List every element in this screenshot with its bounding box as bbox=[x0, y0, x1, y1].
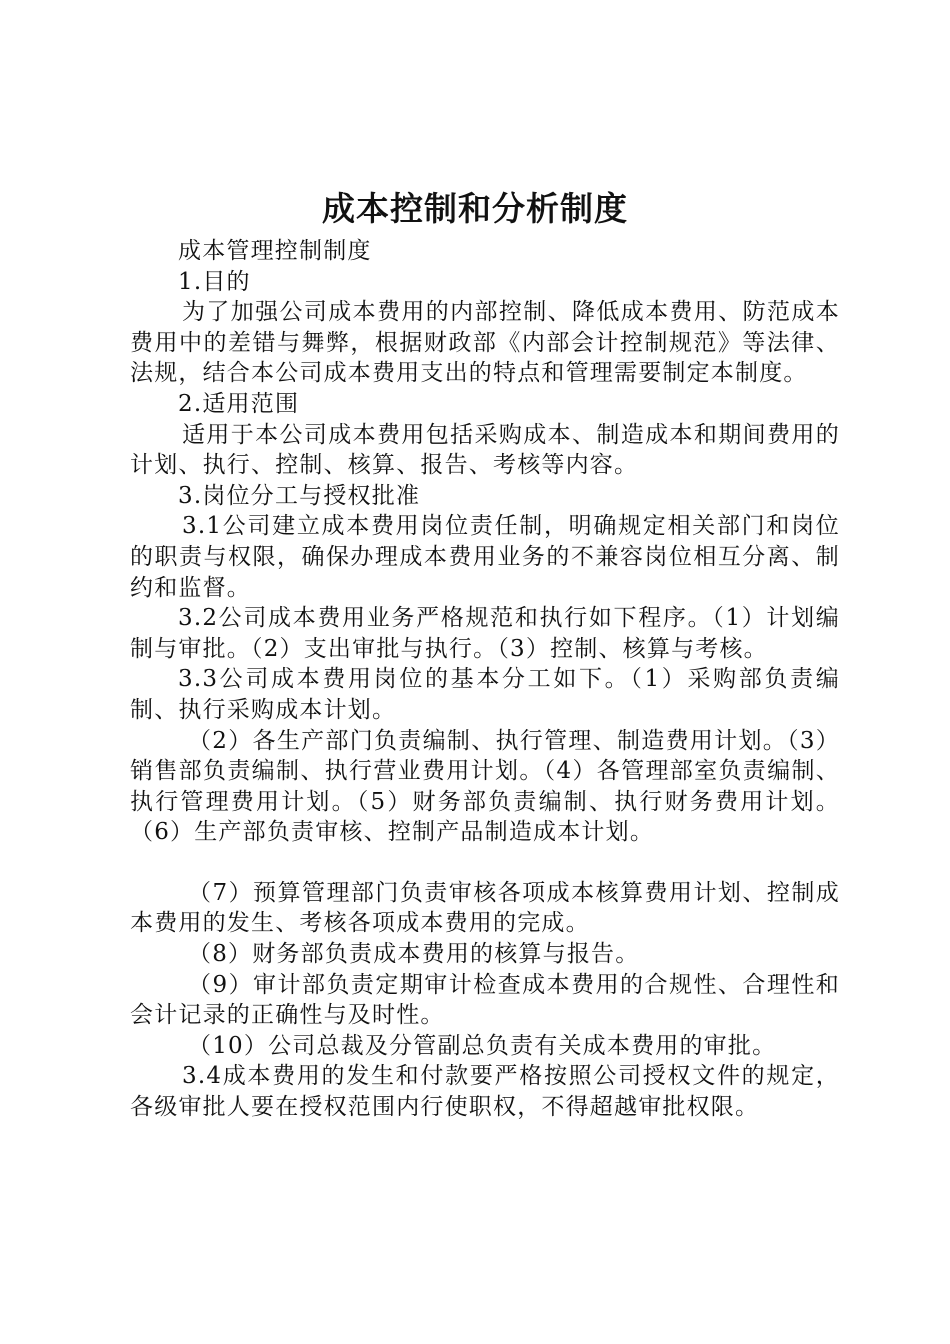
paragraph-3-1: 3.1公司建立成本费用岗位责任制，明确规定相关部门和岗位的职责与权限，确保办理成本费用业务的不兼容岗位相互分离、制约和监督。 bbox=[130, 513, 840, 601]
paragraph-3-3: 3.3公司成本费用岗位的基本分工如下。（1）采购部负责编制、执行采购成本计划。 bbox=[130, 666, 840, 723]
paragraph-subtitle: 成本管理控制制度 bbox=[178, 238, 372, 264]
paragraph-duties-2-6: （2）各生产部门负责编制、执行管理、制造费用计划。（3）销售部负责编制、执行营业费用计划。（4）各管理部室负责编制、执行管理费用计划。（5）财务部负责编制、执行财务费用计划。（6）生产部负责审核、控制产品制造成本计划。 bbox=[130, 727, 840, 846]
paragraph-duty-10: （10）公司总裁及分管副总负责有关成本费用的审批。 bbox=[188, 1032, 777, 1059]
section-heading-roles: 3.岗位分工与授权批准 bbox=[178, 482, 421, 509]
blank-line bbox=[130, 848, 840, 878]
paragraph-duty-9: （9）审计部负责定期审计检查成本费用的合规性、合理性和会计记录的正确性与及时性。 bbox=[130, 971, 840, 1029]
document-body bbox=[130, 236, 840, 1123]
paragraph-duty-7: （7）预算管理部门负责审核各项成本核算费用计划、控制成本费用的发生、考核各项成本费用的完成。 bbox=[130, 879, 840, 937]
paragraph-scope: 适用于本公司成本费用包括采购成本、制造成本和期间费用的计划、执行、控制、核算、报告、考核等内容。 bbox=[130, 421, 840, 479]
document-title: 成本控制和分析制度 bbox=[322, 189, 628, 228]
section-heading-purpose: 1.目的 bbox=[178, 268, 251, 295]
paragraph-purpose: 为了加强公司成本费用的内部控制、降低成本费用、防范成本费用中的差错与舞弊，根据财政部《内部会计控制规范》等法律、法规，结合本公司成本费用支出的特点和管理需要制定本制度。 bbox=[130, 299, 840, 387]
section-heading-scope: 2.适用范围 bbox=[178, 390, 300, 417]
paragraph-3-4: 3.4成本费用的发生和付款要严格按照公司授权文件的规定，各级审批人要在授权范围内行使职权，不得超越审批权限。 bbox=[130, 1063, 840, 1121]
paragraph-duty-8: （8）财务部负责成本费用的核算与报告。 bbox=[188, 941, 640, 968]
paragraph-3-2: 3.2公司成本费用业务严格规范和执行如下程序。（1）计划编制与审批。（2）支出审批与执行。（3）控制、核算与考核。 bbox=[130, 605, 840, 662]
